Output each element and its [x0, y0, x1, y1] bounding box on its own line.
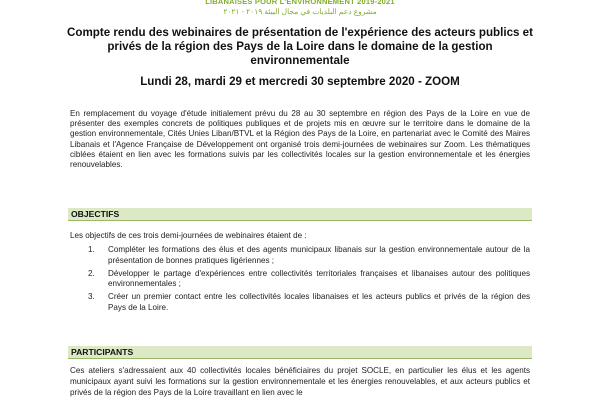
- intro-paragraph: En remplacement du voyage d'étude initialement prévu du 28 au 30 septembre en région des Pays de la Loire en vue de présenter des exemples concrets de politiques publiques et de projets mis en œuvre sur le territoire dans le domaine de la gestion environnementale, Cités Unies Liban/BTVL et la Région des Pays de la Loire, en partenariat avec le Comité des Maires Libanais et l'Agence Française de Développement ont organisé trois demi-journées de webinaires sur Zoom. Les thématiques ciblées étaient en lien avec les formations suivis par les collectivités locales sur la gestion environnementale et les énergies renouvelables.: [70, 109, 530, 170]
- event-dates: Lundi 28, mardi 29 et mercredi 30 septembre 2020 - ZOOM: [140, 75, 460, 88]
- document-title: Compte rendu des webinaires de présentation de l'expérience des acteurs publics et privés de la région des Pays de la Loire dans le domaine de la gestion environnementale: [66, 26, 533, 67]
- participants-paragraph: Ces ateliers s'adressaient aux 40 collectivités locales bénéficiaires du projet SOCLE, en particulier les élus et les agents municipaux ayant suivi les formations sur la gestion environnementale et les énergies renouvelables, et aux acteurs publics et privés de la région des Pays de la Loire travaillant en lien avec le: [70, 366, 530, 397]
- list-item-number: 3.: [88, 292, 95, 302]
- header-arabic-title: مشروع دعم البلديات في مجال البيئة ٢٠١٩ - ٢٠٢١: [223, 7, 377, 16]
- list-item-number: 2.: [88, 268, 95, 278]
- objectifs-intro: Les objectifs de ces trois demi-journées de webinaires étaient de :: [70, 231, 307, 240]
- list-item-number: 1.: [88, 245, 95, 254]
- list-item: [70, 269, 530, 291]
- objectifs-heading: OBJECTIFS: [71, 209, 120, 219]
- list-item: [70, 245, 530, 267]
- header-project-title: LIBANAISES POUR L'ENVIRONNEMENT 2019-2021: [205, 0, 395, 6]
- list-item-text: Développer le partage d'expériences entre collectivités territoriales françaises et libanaises autour des politiques environnementales ;: [108, 268, 530, 289]
- list-item-text: Compléter les formations des élus et des agents municipaux libanais sur la gestion environnementale autour de la présentation de bonnes pratiques ligériennes ;: [108, 245, 530, 265]
- participants-heading: PARTICIPANTS: [71, 347, 134, 357]
- list-item: [70, 292, 530, 314]
- list-item-text: Créer un premier contact entre les collectivités locales libanaises et les acteurs publics et privés de la région des Pays de la Loire.: [108, 292, 530, 312]
- participants-section-header: [68, 346, 532, 359]
- objectifs-list: [70, 245, 530, 316]
- objectifs-section-header: [68, 208, 532, 221]
